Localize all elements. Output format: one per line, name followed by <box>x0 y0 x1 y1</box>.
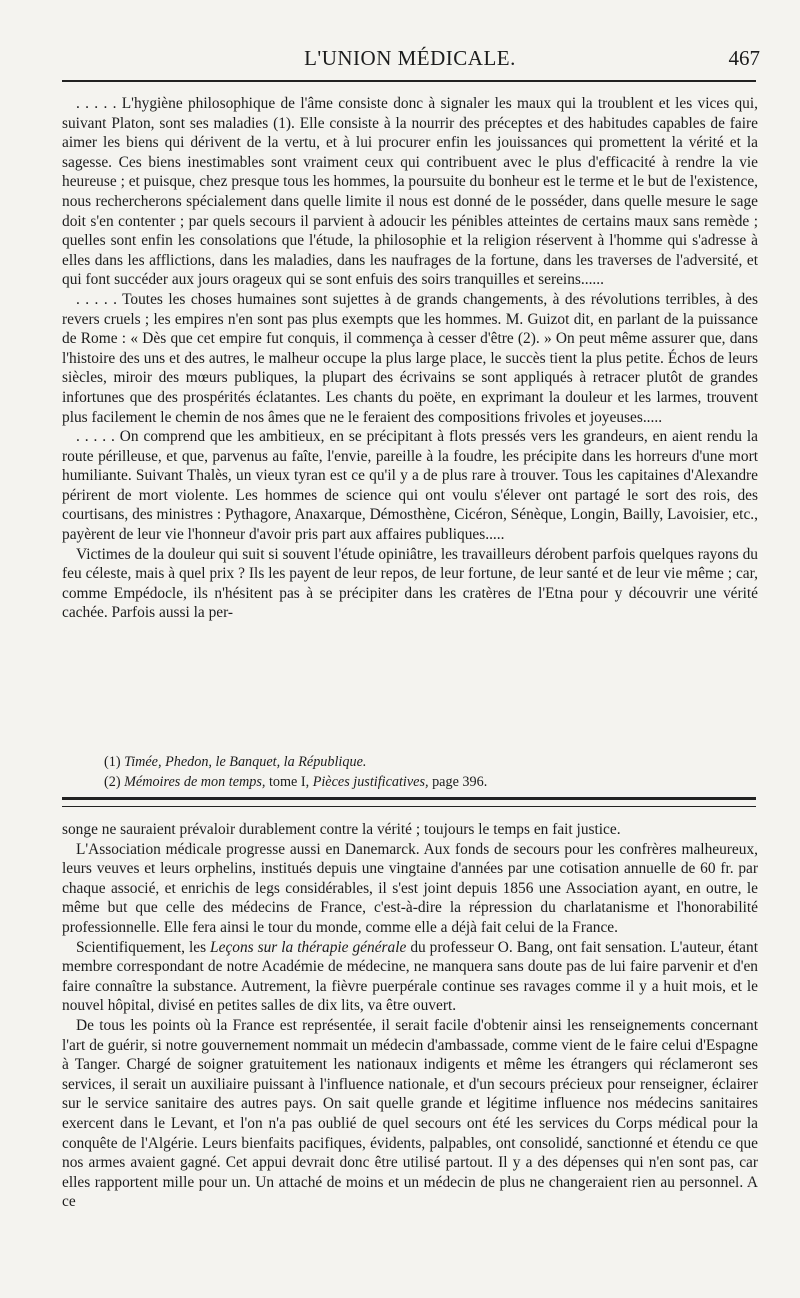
paragraph-danemarck: L'Association médicale progresse aussi en Danemarck. Aux fonds de secours pour les confrères malheureux, leurs veuves et leurs orphelins, institués depuis une vingtaine d'années par une cotisation annuelle de 60 fr. par chaque associé, et enrichis de legs considérables, il s'est joint depuis 1856 une Association ayant, en outre, le même but que celle des médecins de France, c'est-à-dire la répression du charlatanisme et l'honorabilité professionnelle. Elle fera ainsi le tour du monde, comme elle a déjà fait celui de la France. <box>62 840 758 936</box>
paragraph-changements: . . . . . Toutes les choses humaines sont sujettes à de grands changements, à des révolutions terribles, à des revers cruels ; les empires n'en sont pas plus exempts que les hommes. M. Guizot dit, en parlant de la puissance de Rome : « Dès que cet empire fut conquis, il commença à cesser d'être (2). » On peut même assurer que, dans l'histoire des uns et des autres, le malheur occupe la plus large place, le succès tient la plus petite. Échos de leurs siècles, miroir des mœurs publiques, la plupart des écrivains se sont appliqués à retracer plutôt de grandes infortunes que des prospérités éclatantes. Les chants du poëte, en exprimant la douleur et les larmes, trouvent plus facilement le chemin de nos âmes que ne le feraient des compositions frivoles et joyeuses..... <box>62 290 758 426</box>
running-title: L'UNION MÉDICALE. <box>304 46 516 70</box>
page-number: 467 <box>728 46 760 70</box>
paragraph-ambitieux: . . . . . On comprend que les ambitieux, en se précipitant à flots pressés vers les grandeurs, en aient rendu la route périlleuse, et que, parvenus au faîte, l'envie, pareille à la foudre, les précipite dans les horreurs d'une mort humiliante. Suivant Thalès, un vieux tyran est ce qu'il y a de plus rare à trouver. Tous les capitaines d'Alexandre périrent de mort violente. Les hommes de science qui ont voulu s'élever ont partagé le sort des rois, des courtisans, des ministres : Pythagore, Anaxarque, Démosthène, Cicéron, Sénèque, Longin, Bailly, Lavoisier, etc., payèrent de leur vie l'honneur d'avoir pris part aux affaires publiques..... <box>62 428 758 544</box>
paragraph-victimes: Victimes de la douleur qui suit si souvent l'étude opiniâtre, les travailleurs dérobent parfois quelques rayons du feu céleste, mais à quel prix ? Ils les payent de leur repos, de leur fortune, de leur santé et de leur vie même ; car, comme Empédocle, ils n'hésitent pas à se précipiter dans les cratères de l'Etna pour y découvrir une vérité cachée. Parfois aussi la per- <box>62 545 758 622</box>
page-header <box>60 44 760 76</box>
lecons-title: Leçons sur la thérapie générale <box>210 938 407 956</box>
paragraph-ambassade: De tous les points où la France est représentée, il serait facile d'obtenir ainsi les renseignements concernant l'art de guérir, si notre gouvernement nommait un médecin d'ambassade, comme vient de le faire celui d'Espagne à Tanger. Chargé de soigner gratuitement les nationaux indigents et même les étrangers qui réclameront ses services, il serait un auxiliaire puissant à l'influence nationale, et d'un secours précieux pour renseigner, éclairer sur le service sanitaire des autres pays. On sait quelle grande et légitime influence nos médecins sanitaires exercent dans le Levant, et l'on n'a pas oublié de quel secours ont été les services du Corps médical pour la conquête de l'Algérie. Leurs bienfaits pacifiques, évidents, palpables, ont consolidé, sanctionné et étendu ce que nos armes avaient gagné. Cet appui devrait donc être utilisé partout. Il y a des dépenses qui n'en sont pas, car elles rapportent mille pour un. Un attaché de moins et un médecin de plus ne changeraient rien au personnel. A ce <box>62 1016 758 1211</box>
paragraph-scientifiquement <box>62 938 758 1016</box>
footnotes <box>62 752 758 792</box>
upper-text-block <box>62 94 758 623</box>
footnote-2-volume: tome I, <box>265 774 313 790</box>
scientifiquement-rest: du professeur O. Bang, ont fait sensation. L'auteur, étant membre correspondant de notre Académie de médecine, ne manquera sans doute pas de lui faire parvenir et d'en faire connaître la substance. Autrement, la fièvre puerpérale continue ses ravages comme il y a huit mois, et le nouvel hôpital, divisé en petites salles de dix lits, va être ouvert. <box>62 938 758 1015</box>
footnote-2-title: Mémoires de mon temps, <box>124 774 266 790</box>
footnote-2-number: (2) <box>104 774 121 790</box>
footnote-2-page: page 396. <box>428 774 488 790</box>
footnote-2 <box>62 772 758 792</box>
scientifiquement-lead: Scientifiquement, les <box>76 938 211 956</box>
paragraph-hygiene: . . . . . L'hygiène philosophique de l'âme consiste donc à signaler les maux qui la troublent et les vices qui, suivant Platon, sont ses maladies (1). Elle consiste à la nourrir des préceptes et des habitudes capables de faire aimer les biens qui dérivent de la vertu, et à lui procurer enfin les jouissances qui promettent la vérité et la sagesse. Ces biens inestimables sont vraiment ceux qui contribuent avec le plus d'efficacité à rendre la vie heureuse ; et puisque, chez presque tous les hommes, la poursuite du bonheur est le terme et le but de l'existence, nous rechercherons spécialement dans quelle limite il nous est donné de le posséder, dans quelle mesure le sage doit s'en contenter ; par quels secours il parvient à adoucir les pénibles atteintes de certains maux sans remède ; quelles sont enfin les consolations que l'étude, la philosophie et la religion réservent à l'homme qui s'adresse à elles dans les afflictions, dans les maladies, dans les naufrages de la fortune, dans les traverses de l'adversité, et qui font succéder aux jours orageux qui se sont enfuis des soirs tranquilles et sereins...... <box>62 95 758 289</box>
footnote-1 <box>62 752 758 772</box>
header-rule <box>62 80 756 82</box>
footnote-1-number: (1) <box>104 754 121 770</box>
section-divider <box>62 797 756 807</box>
footnote-1-title: Timée, Phedon, le Banquet, la République. <box>124 754 367 770</box>
footnote-2-section: Pièces justificatives, <box>312 774 429 790</box>
paragraph-continuation: songe ne sauraient prévaloir durablement contre la vérité ; toujours le temps en fait justice. <box>62 821 621 838</box>
lower-text-block <box>62 820 758 1212</box>
